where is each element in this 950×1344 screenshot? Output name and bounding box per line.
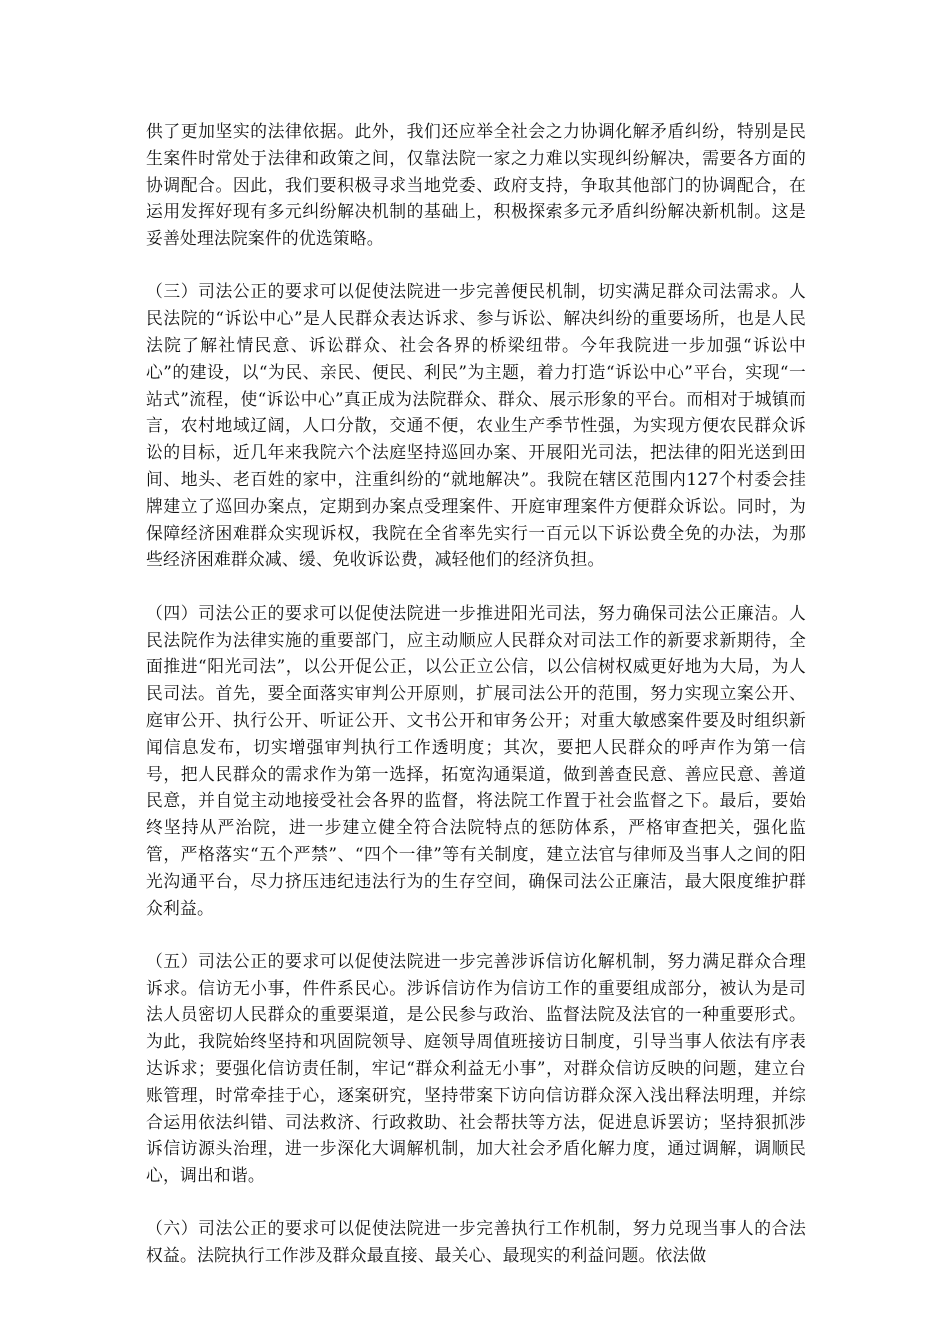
paragraph-continuation: 供了更加坚实的法律依据。此外，我们还应举全社会之力协调化解矛盾纠纷，特别是民生案件时常处于法律和政策之间，仅靠法院一家之力难以实现纠纷解决，需要各方面的协调配合。因此，我们要积极寻求当地党委、政府支持，争取其他部门的协调配合，在运用发挥好现有多元纠纷解决机制的基础上，积极探索多元矛盾纠纷解决新机制。这是妥善处理法院案件的优选策略。: [146, 121, 806, 249]
paragraph-section-6: （六）司法公正的要求可以促使法院进一步完善执行工作机制，努力兑现当事人的合法权益。法院执行工作涉及群众最直接、最关心、最现实的利益问题。依法做: [146, 1218, 806, 1266]
paragraph-section-3: （三）司法公正的要求可以促使法院进一步完善便民机制，切实满足群众司法需求。人民法院的“诉讼中心”是人民群众表达诉求、参与诉讼、解决纠纷的重要场所，也是人民法院了解社情民意、诉讼群众、社会各界的桥梁纽带。今年我院进一步加强“诉讼中心”的建设，以“为民、亲民、便民、利民”为主题，着力打造“诉讼中心”平台，实现“一站式”流程，使“诉讼中心”真正成为法院群众、群众、展示形象的平台。而相对于城镇而言，农村地域辽阔，人口分散，交通不便，农业生产季节性强，为实现方便农民群众诉讼的目标，近几年来我院六个法庭坚持巡回办案、开展阳光司法，把法律的阳光送到田间、地头、老百姓的家中，注重纠纷的“就地解决”。我院在辖区范围内127个村委会挂牌建立了巡回办案点，定期到办案点受理案件、开庭审理案件方便群众诉讼。同时，为保障经济困难群众实现诉权，我院在全省率先实行一百元以下诉讼费全免的办法，为那些经济困难群众减、缓、免收诉讼费，减轻他们的经济负担。: [146, 281, 806, 570]
paragraph-section-4: （四）司法公正的要求可以促使法院进一步推进阳光司法，努力确保司法公正廉洁。人民法院作为法律实施的重要部门，应主动顺应人民群众对司法工作的新要求新期待，全面推进“阳光司法”，以公开促公正，以公正立公信，以公信树权威更好地为大局，为人民司法。首先，要全面落实审判公开原则，扩展司法公开的范围，努力实现立案公开、庭审公开、执行公开、听证公开、文书公开和审务公开；对重大敏感案件要及时组织新闻信息发布，切实增强审判执行工作透明度；其次，要把人民群众的呼声作为第一信号，把人民群众的需求作为第一选择，拓宽沟通渠道，做到善查民意、善应民意、善道民意，并自觉主动地接受社会各界的监督，将法院工作置于社会监督之下。最后，要始终坚持从严治院，进一步建立健全符合法院特点的惩防体系，严格审查把关，强化监管，严格落实“五个严禁”、“四个一律”等有关制度，建立法官与律师及当事人之间的阳光沟通平台，尽力挤压违纪违法行为的生存空间，确保司法公正廉洁，最大限度维护群众利益。: [146, 602, 806, 918]
document-page: [146, 118, 806, 1296]
paragraph-section-5: （五）司法公正的要求可以促使法院进一步完善涉诉信访化解机制，努力满足群众合理诉求。信访无小事，件件系民心。涉诉信访作为信访工作的重要组成部分，被认为是司法人员密切人民群众的重要渠道，是公民参与政治、监督法院及法官的一种重要形式。为此，我院始终坚持和巩固院领导、庭领导周值班接访日制度，引导当事人依法有序表达诉求；要强化信访责任制，牢记“群众利益无小事”，对群众信访反映的问题，建立台账管理，时常牵挂于心，逐案研究，坚持带案下访向信访群众深入浅出释法明理，并综合运用依法纠错、司法救济、行政救助、社会帮扶等方法，促进息诉罢访；坚持狠抓涉诉信访源头治理，进一步深化大调解机制，加大社会矛盾化解力度，通过调解，调顺民心，调出和谐。: [146, 950, 806, 1186]
